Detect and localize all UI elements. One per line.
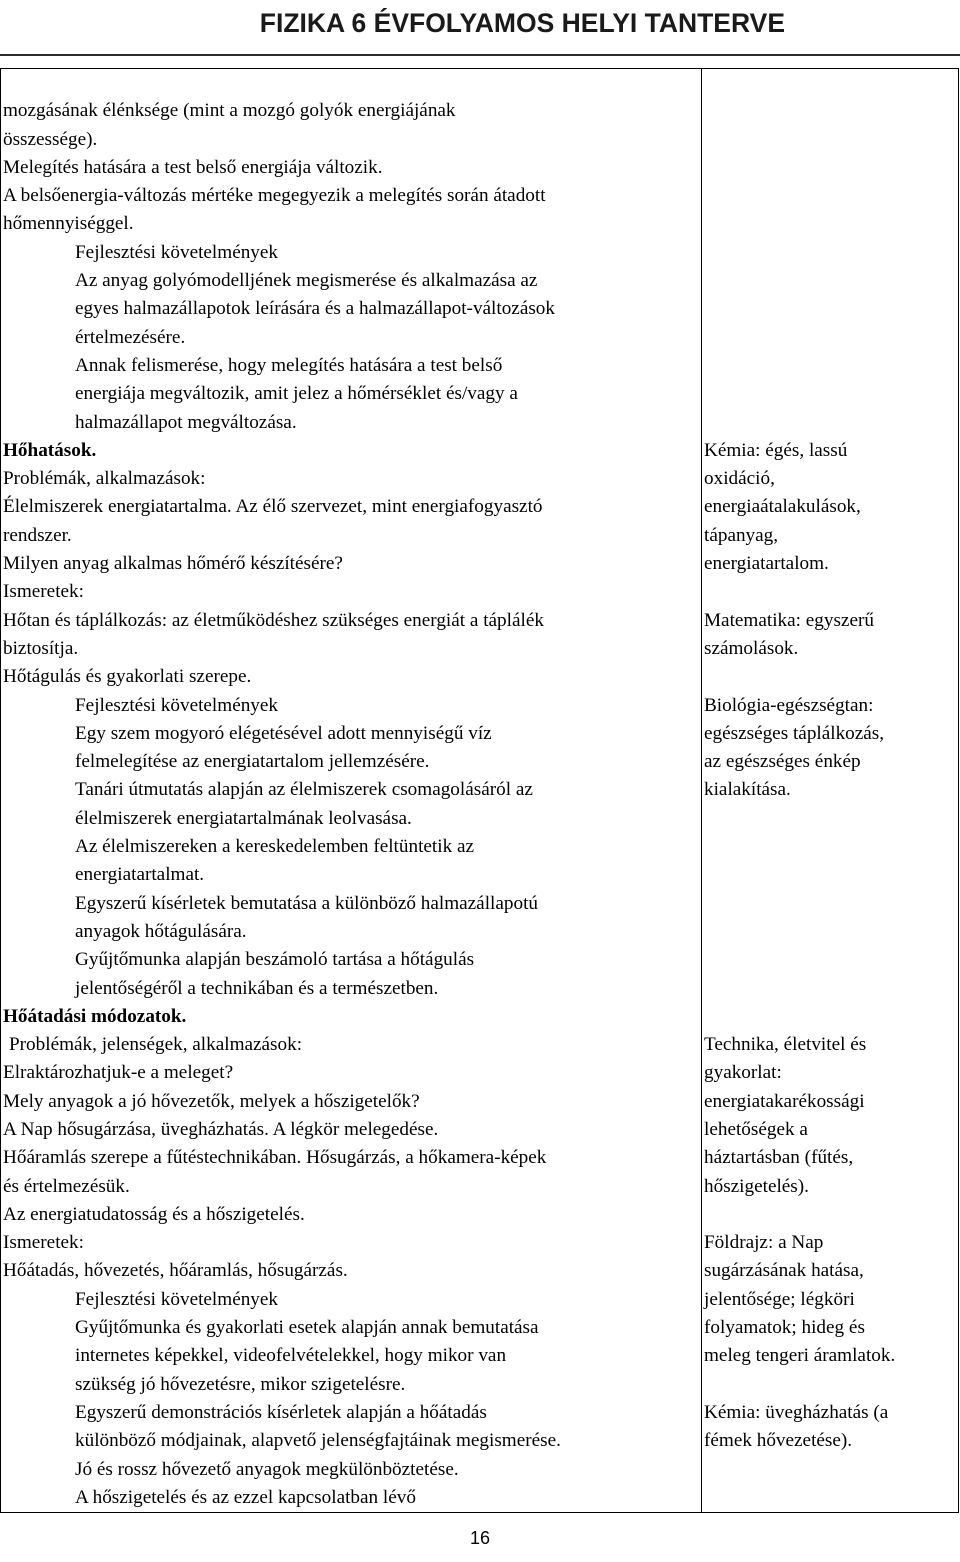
text-line: Hőátadás, hővezetés, hőáramlás, hősugárzás.	[3, 1260, 348, 1282]
text-line: Gyűjtőmunka alapján beszámoló tartása a hőtágulás	[75, 949, 475, 971]
link-biologia	[702, 692, 958, 805]
text-line: Matematika: egyszerű	[704, 609, 874, 631]
text-line: és értelmezésük.	[3, 1175, 130, 1197]
text-line: Az anyag golyómodelljének megismerése és alkalmazása az	[75, 270, 538, 292]
section-title: Hőhatások.	[3, 439, 97, 461]
curriculum-table	[0, 68, 959, 1513]
text-line: Gyűjtőmunka és gyakorlati esetek alapján annak bemutatása	[75, 1317, 539, 1339]
text-line: Melegítés hatására a test belső energiája változik.	[3, 156, 383, 178]
section-hoatadas	[1, 1003, 701, 1512]
text-line: Az élelmiszereken a kereskedelemben feltüntetik az	[75, 836, 475, 858]
text-line: hőmennyiséggel.	[3, 213, 134, 235]
section-title: Hőátadási módozatok.	[3, 1005, 187, 1027]
text-line: anyagok hőtágulására.	[75, 920, 247, 942]
text-line: Élelmiszerek energiatartalma. Az élő szervezet, mint energiafogyasztó	[3, 496, 543, 518]
text-line: A hőszigetelés és az ezzel kapcsolatban lévő	[75, 1486, 416, 1508]
text-line: Elraktározhatjuk-e a meleget?	[3, 1062, 234, 1084]
text-line: lehetőségek a	[704, 1118, 808, 1140]
text-line: felmelegítése az energiatartalom jellemzésére.	[75, 751, 430, 773]
text-line: jelentőségéről a technikában és a természetben.	[75, 977, 439, 999]
text-line: Hőtágulás és gyakorlati szerepe.	[3, 666, 252, 688]
problems-label: Problémák, alkalmazások:	[3, 468, 206, 490]
text-line: energiatartalmat.	[75, 864, 205, 886]
text-line: Kémia: üvegházhatás (a	[704, 1401, 889, 1423]
text-line: háztartásban (fűtés,	[704, 1147, 854, 1169]
knowledge-label: Ismeretek:	[3, 1232, 84, 1254]
text-line: internetes képekkel, videofelvételekkel, hogy mikor van	[75, 1345, 507, 1367]
text-line: Földrajz: a Nap	[704, 1232, 824, 1254]
text-line: energiatartalom.	[704, 553, 829, 575]
development-heading: Fejlesztési követelmények	[75, 1288, 279, 1310]
development-heading: Fejlesztési követelmények	[75, 241, 279, 263]
text-line: Az energiatudatosság és a hőszigetelés.	[3, 1203, 305, 1225]
page-header	[0, 0, 960, 62]
text-line: élelmiszerek energiatartalmának leolvasása.	[75, 807, 412, 829]
link-kemia-greenhouse	[702, 1399, 958, 1456]
development-heading: Fejlesztési követelmények	[75, 694, 279, 716]
text-line: folyamatok; hideg és	[704, 1317, 865, 1339]
text-line: Annak felismerése, hogy melegítés hatására a test belső	[75, 354, 503, 376]
text-line: összessége).	[3, 128, 98, 150]
text-line: egészséges táplálkozás,	[704, 722, 885, 744]
text-line: az egészséges énkép	[704, 751, 861, 773]
text-line: jelentősége; légköri	[704, 1288, 855, 1310]
text-line: Hőtan és táplálkozás: az életműködéshez szükséges energiát a táplálék	[3, 609, 544, 631]
text-line: mozgásának élénksége (mint a mozgó golyók energiájának	[3, 100, 456, 122]
text-line: értelmezésére.	[75, 326, 186, 348]
link-kemia-energy	[702, 437, 958, 578]
connections-column	[702, 69, 959, 1513]
text-line: fémek hővezetése).	[704, 1430, 853, 1452]
text-line: Egyszerű demonstrációs kísérletek alapján a hőátadás	[75, 1401, 487, 1423]
section-hohatasok	[1, 437, 701, 1003]
text-line: rendszer.	[3, 524, 72, 546]
link-matematika	[702, 607, 958, 664]
text-line: Biológia-egészségtan:	[704, 694, 874, 716]
knowledge-label: Ismeretek:	[3, 581, 84, 603]
text-line: kialakítása.	[704, 779, 791, 801]
text-line: Hőáramlás szerepe a fűtéstechnikában. Hősugárzás, a hőkamera-képek	[3, 1147, 547, 1169]
problems-label: Problémák, jelenségek, alkalmazások:	[9, 1034, 303, 1056]
text-line: tápanyag,	[704, 524, 779, 546]
link-foldrajz	[702, 1229, 958, 1370]
text-line: Tanári útmutatás alapján az élelmiszerek csomagolásáról az	[75, 779, 533, 801]
text-line: A Nap hősugárzása, üvegházhatás. A légkör melegedése.	[3, 1118, 439, 1140]
text-line: Egy szem mogyoró elégetésével adott mennyiségű víz	[75, 722, 492, 744]
intro-block	[1, 97, 701, 437]
topic-column	[1, 69, 702, 1513]
text-line: Mely anyagok a jó hővezetők, melyek a hőszigetelők?	[3, 1090, 420, 1112]
text-line: energiatakarékossági	[704, 1090, 865, 1112]
link-technika	[702, 1031, 958, 1201]
text-line: különböző módjainak, alapvető jelenségfajtáinak megismerése.	[75, 1430, 561, 1452]
text-line: hőszigetelés).	[704, 1175, 809, 1197]
text-line: energiaátalakulások,	[704, 496, 861, 518]
text-line: Egyszerű kísérletek bemutatása a különböző halmazállapotú	[75, 892, 538, 914]
text-line: biztosítja.	[3, 637, 79, 659]
text-line: Jó és rossz hővezető anyagok megkülönböztetése.	[75, 1458, 459, 1480]
text-line: energiája megváltozik, amit jelez a hőmérséklet és/vagy a	[75, 383, 518, 405]
text-line: A belsőenergia-változás mértéke megegyezik a melegítés során átadott	[3, 185, 546, 207]
text-line: gyakorlat:	[704, 1062, 782, 1084]
text-line: számolások.	[704, 637, 799, 659]
text-line: sugárzásának hatása,	[704, 1260, 864, 1282]
table-row	[1, 69, 959, 1513]
page-number: 16	[469, 1528, 491, 1548]
text-line: oxidáció,	[704, 468, 775, 490]
text-line: Kémia: égés, lassú	[704, 439, 848, 461]
text-line: halmazállapot megváltozása.	[75, 411, 297, 433]
header-divider	[0, 54, 960, 56]
text-line: Technika, életvitel és	[704, 1034, 867, 1056]
text-line: szükség jó hővezetésre, mikor szigetelésre.	[75, 1373, 406, 1395]
text-line: Milyen anyag alkalmas hőmérő készítésére?	[3, 553, 343, 575]
document-title: FIZIKA 6 ÉVFOLYAMOS HELYI TANTERVE	[259, 8, 785, 38]
text-line: meleg tengeri áramlatok.	[704, 1345, 896, 1367]
text-line: egyes halmazállapotok leírására és a halmazállapot-változások	[75, 298, 555, 320]
